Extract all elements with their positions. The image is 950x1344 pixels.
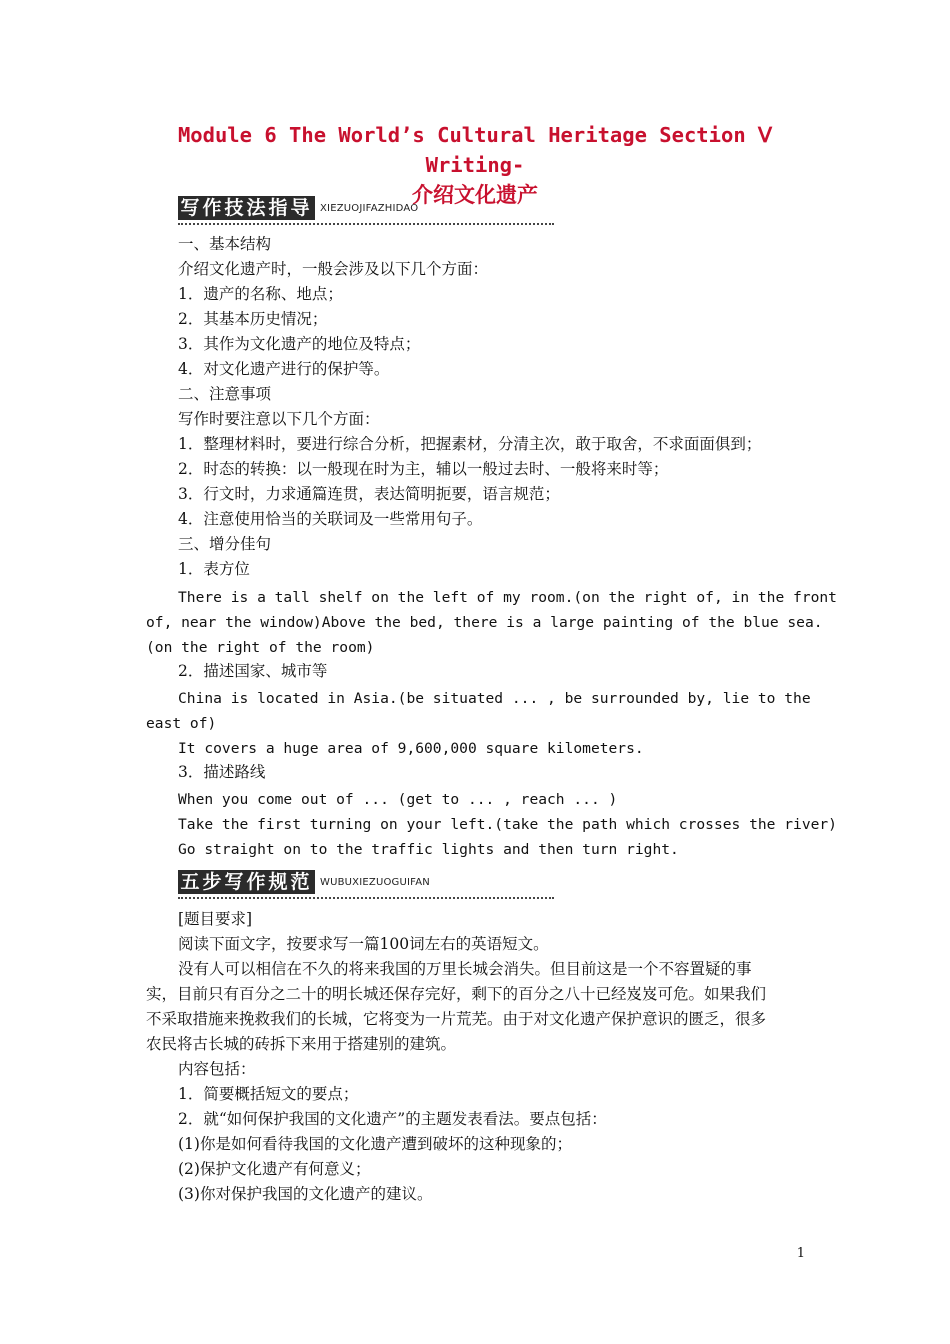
list-item: 3．行文时，力求通篇连贯，表达简明扼要，语言规范；: [178, 485, 560, 503]
banner-dotted-line: [178, 897, 554, 899]
list-item: 1．遗产的名称、地点；: [178, 285, 343, 303]
text-line: 写作时要注意以下几个方面：: [178, 410, 380, 428]
banner-label: 五步写作规范: [178, 870, 315, 894]
english-example-line: When you come out of ... (get to ... , reach ... ): [178, 791, 618, 808]
banner-dotted-line: [178, 223, 554, 225]
english-example-line: Go straight on to the traffic lights and then turn right.: [178, 841, 679, 858]
heading-bonus-sentences: 三、增分佳句: [178, 535, 272, 553]
banner-pinyin: XIEZUOJIFAZHIDAO: [320, 203, 419, 214]
heading-notes: 二、注意事项: [178, 385, 272, 403]
title-line-1: Module 6 The World’s Cultural Heritage Section Ⅴ Writing-: [177, 123, 773, 177]
english-example-line: of, near the window)Above the bed, there is a large painting of the blue sea.: [146, 614, 823, 631]
text-line: 阅读下面文字，按要求写一篇100词左右的英语短文。: [178, 935, 549, 953]
heading-task-requirements: [题目要求]: [178, 910, 253, 928]
english-example-line: It covers a huge area of 9,600,000 square kilometers.: [178, 740, 644, 757]
banner-pinyin: WUBUXIEZUOGUIFAN: [320, 877, 430, 888]
subheading-country-city: 2．描述国家、城市等: [178, 662, 328, 680]
text-line: 介绍文化遗产时，一般会涉及以下几个方面：: [178, 260, 489, 278]
list-item: 2．就“如何保护我国的文化遗产”的主题发表看法。要点包括：: [178, 1110, 607, 1128]
heading-basic-structure: 一、基本结构: [178, 235, 272, 253]
list-item: 1．简要概括短文的要点；: [178, 1085, 359, 1103]
subheading-location: 1．表方位: [178, 560, 250, 578]
list-item: (3)你对保护我国的文化遗产的建议。: [178, 1185, 433, 1203]
subheading-route: 3．描述路线: [178, 763, 266, 781]
english-example-line: east of): [146, 715, 217, 732]
list-item: (1)你是如何看待我国的文化遗产遭到破坏的这种现象的；: [178, 1135, 572, 1153]
list-item: 1．整理材料时，要进行综合分析，把握素材，分清主次，敢于取舍，不求面面俱到；: [178, 435, 762, 453]
banner-label: 写作技法指导: [178, 196, 315, 220]
english-example-line: Take the first turning on your left.(take the path which crosses the river): [178, 816, 837, 833]
paragraph-line: 实，目前只有百分之二十的明长城还保存完好，剩下的百分之八十已经岌岌可危。如果我们: [146, 985, 767, 1003]
paragraph-line: 不采取措施来挽救我们的长城，它将变为一片荒芜。由于对文化遗产保护意识的匮乏，很多: [146, 1010, 767, 1028]
english-example-line: There is a tall shelf on the left of my room.(on the right of, in the front: [178, 589, 837, 606]
english-example-line: (on the right of the room): [146, 639, 375, 656]
section-banner-writing-skills: [178, 196, 554, 226]
list-item: 4．注意使用恰当的关联词及一些常用句子。: [178, 510, 483, 528]
page-number: 1: [796, 1246, 805, 1261]
list-item: 2．时态的转换：以一般现在时为主，辅以一般过去时、一般将来时等；: [178, 460, 669, 478]
paragraph-line: 没有人可以相信在不久的将来我国的万里长城会消失。但目前这是一个不容置疑的事: [178, 960, 752, 978]
content-label: 内容包括：: [178, 1060, 256, 1078]
list-item: 4．对文化遗产进行的保护等。: [178, 360, 390, 378]
list-item: 3．其作为文化遗产的地位及特点；: [178, 335, 421, 353]
list-item: (2)保护文化遗产有何意义；: [178, 1160, 371, 1178]
english-example-line: China is located in Asia.(be situated ... , be surrounded by, lie to the: [178, 690, 811, 707]
list-item: 2．其基本历史情况；: [178, 310, 328, 328]
paragraph-line: 农民将古长城的砖拆下来用于搭建别的建筑。: [146, 1035, 457, 1053]
title-line-2: 介绍文化遗产: [412, 183, 538, 207]
section-banner-five-steps: [178, 870, 554, 900]
